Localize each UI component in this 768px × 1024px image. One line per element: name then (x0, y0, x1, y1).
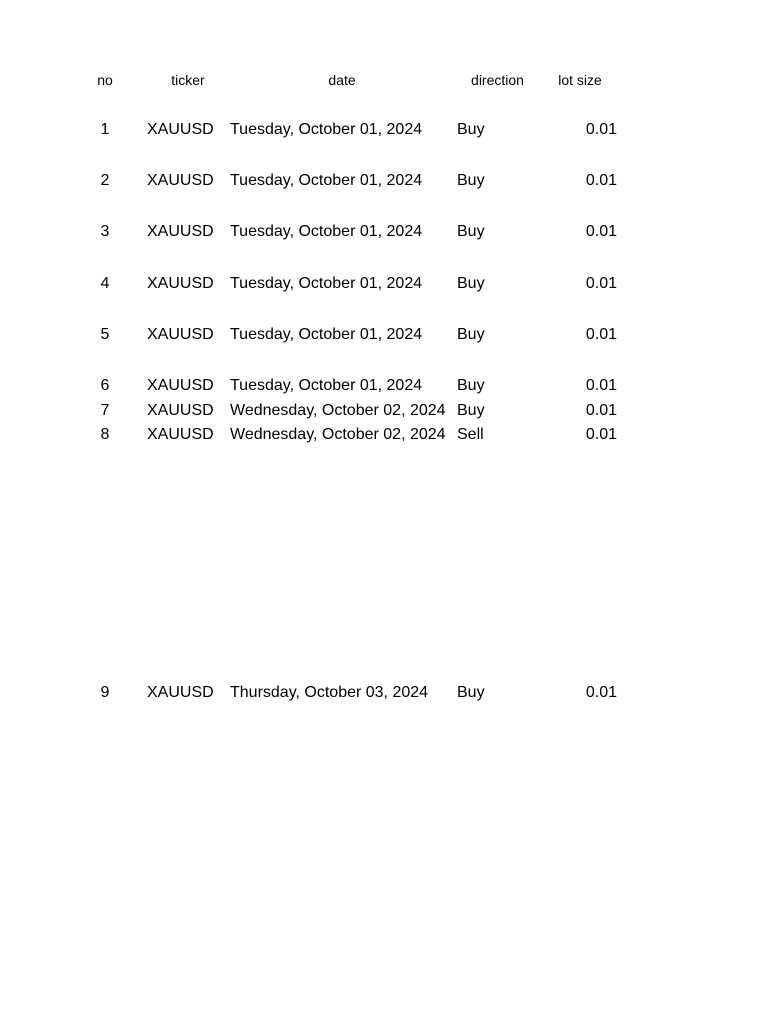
row-date: Tuesday, October 01, 2024 (230, 326, 423, 343)
row-no: 2 (100, 172, 110, 189)
row-lot-size: 0.01 (585, 426, 617, 443)
row-date: Wednesday, October 02, 2024 (230, 402, 446, 419)
row-lot-size: 0.01 (585, 326, 617, 343)
row-ticker: XAUUSD (147, 402, 214, 419)
row-direction: Buy (457, 172, 485, 189)
row-date: Tuesday, October 01, 2024 (230, 121, 423, 138)
column-header-lot-size: lot size (558, 72, 602, 88)
row-lot-size: 0.01 (585, 121, 617, 138)
row-no: 4 (100, 275, 110, 292)
row-no: 7 (100, 402, 110, 419)
row-lot-size: 0.01 (585, 377, 617, 394)
row-ticker: XAUUSD (147, 172, 214, 189)
row-direction: Buy (457, 402, 485, 419)
row-date: Thursday, October 03, 2024 (230, 684, 429, 701)
row-direction: Sell (457, 426, 484, 443)
row-lot-size: 0.01 (585, 684, 617, 701)
row-date: Wednesday, October 02, 2024 (230, 426, 446, 443)
row-lot-size: 0.01 (585, 402, 617, 419)
column-header-ticker: ticker (171, 72, 205, 88)
row-lot-size: 0.01 (585, 172, 617, 189)
row-lot-size: 0.01 (585, 223, 617, 240)
row-ticker: XAUUSD (147, 377, 214, 394)
row-date: Tuesday, October 01, 2024 (230, 377, 423, 394)
row-date: Tuesday, October 01, 2024 (230, 223, 423, 240)
row-no: 6 (100, 377, 110, 394)
row-ticker: XAUUSD (147, 326, 214, 343)
row-direction: Buy (457, 684, 485, 701)
row-ticker: XAUUSD (147, 426, 214, 443)
column-header-date: date (328, 72, 356, 88)
row-direction: Buy (457, 377, 485, 394)
row-ticker: XAUUSD (147, 684, 214, 701)
row-no: 9 (100, 684, 110, 701)
row-lot-size: 0.01 (585, 275, 617, 292)
column-header-no: no (97, 72, 113, 88)
row-date: Tuesday, October 01, 2024 (230, 275, 423, 292)
row-no: 3 (100, 223, 110, 240)
row-date: Tuesday, October 01, 2024 (230, 172, 423, 189)
row-no: 1 (100, 121, 110, 138)
row-direction: Buy (457, 121, 485, 138)
row-direction: Buy (457, 326, 485, 343)
row-direction: Buy (457, 275, 485, 292)
column-header-direction: direction (471, 72, 524, 88)
row-ticker: XAUUSD (147, 121, 214, 138)
row-ticker: XAUUSD (147, 275, 214, 292)
row-no: 5 (100, 326, 110, 343)
row-ticker: XAUUSD (147, 223, 214, 240)
row-no: 8 (100, 426, 110, 443)
row-direction: Buy (457, 223, 485, 240)
